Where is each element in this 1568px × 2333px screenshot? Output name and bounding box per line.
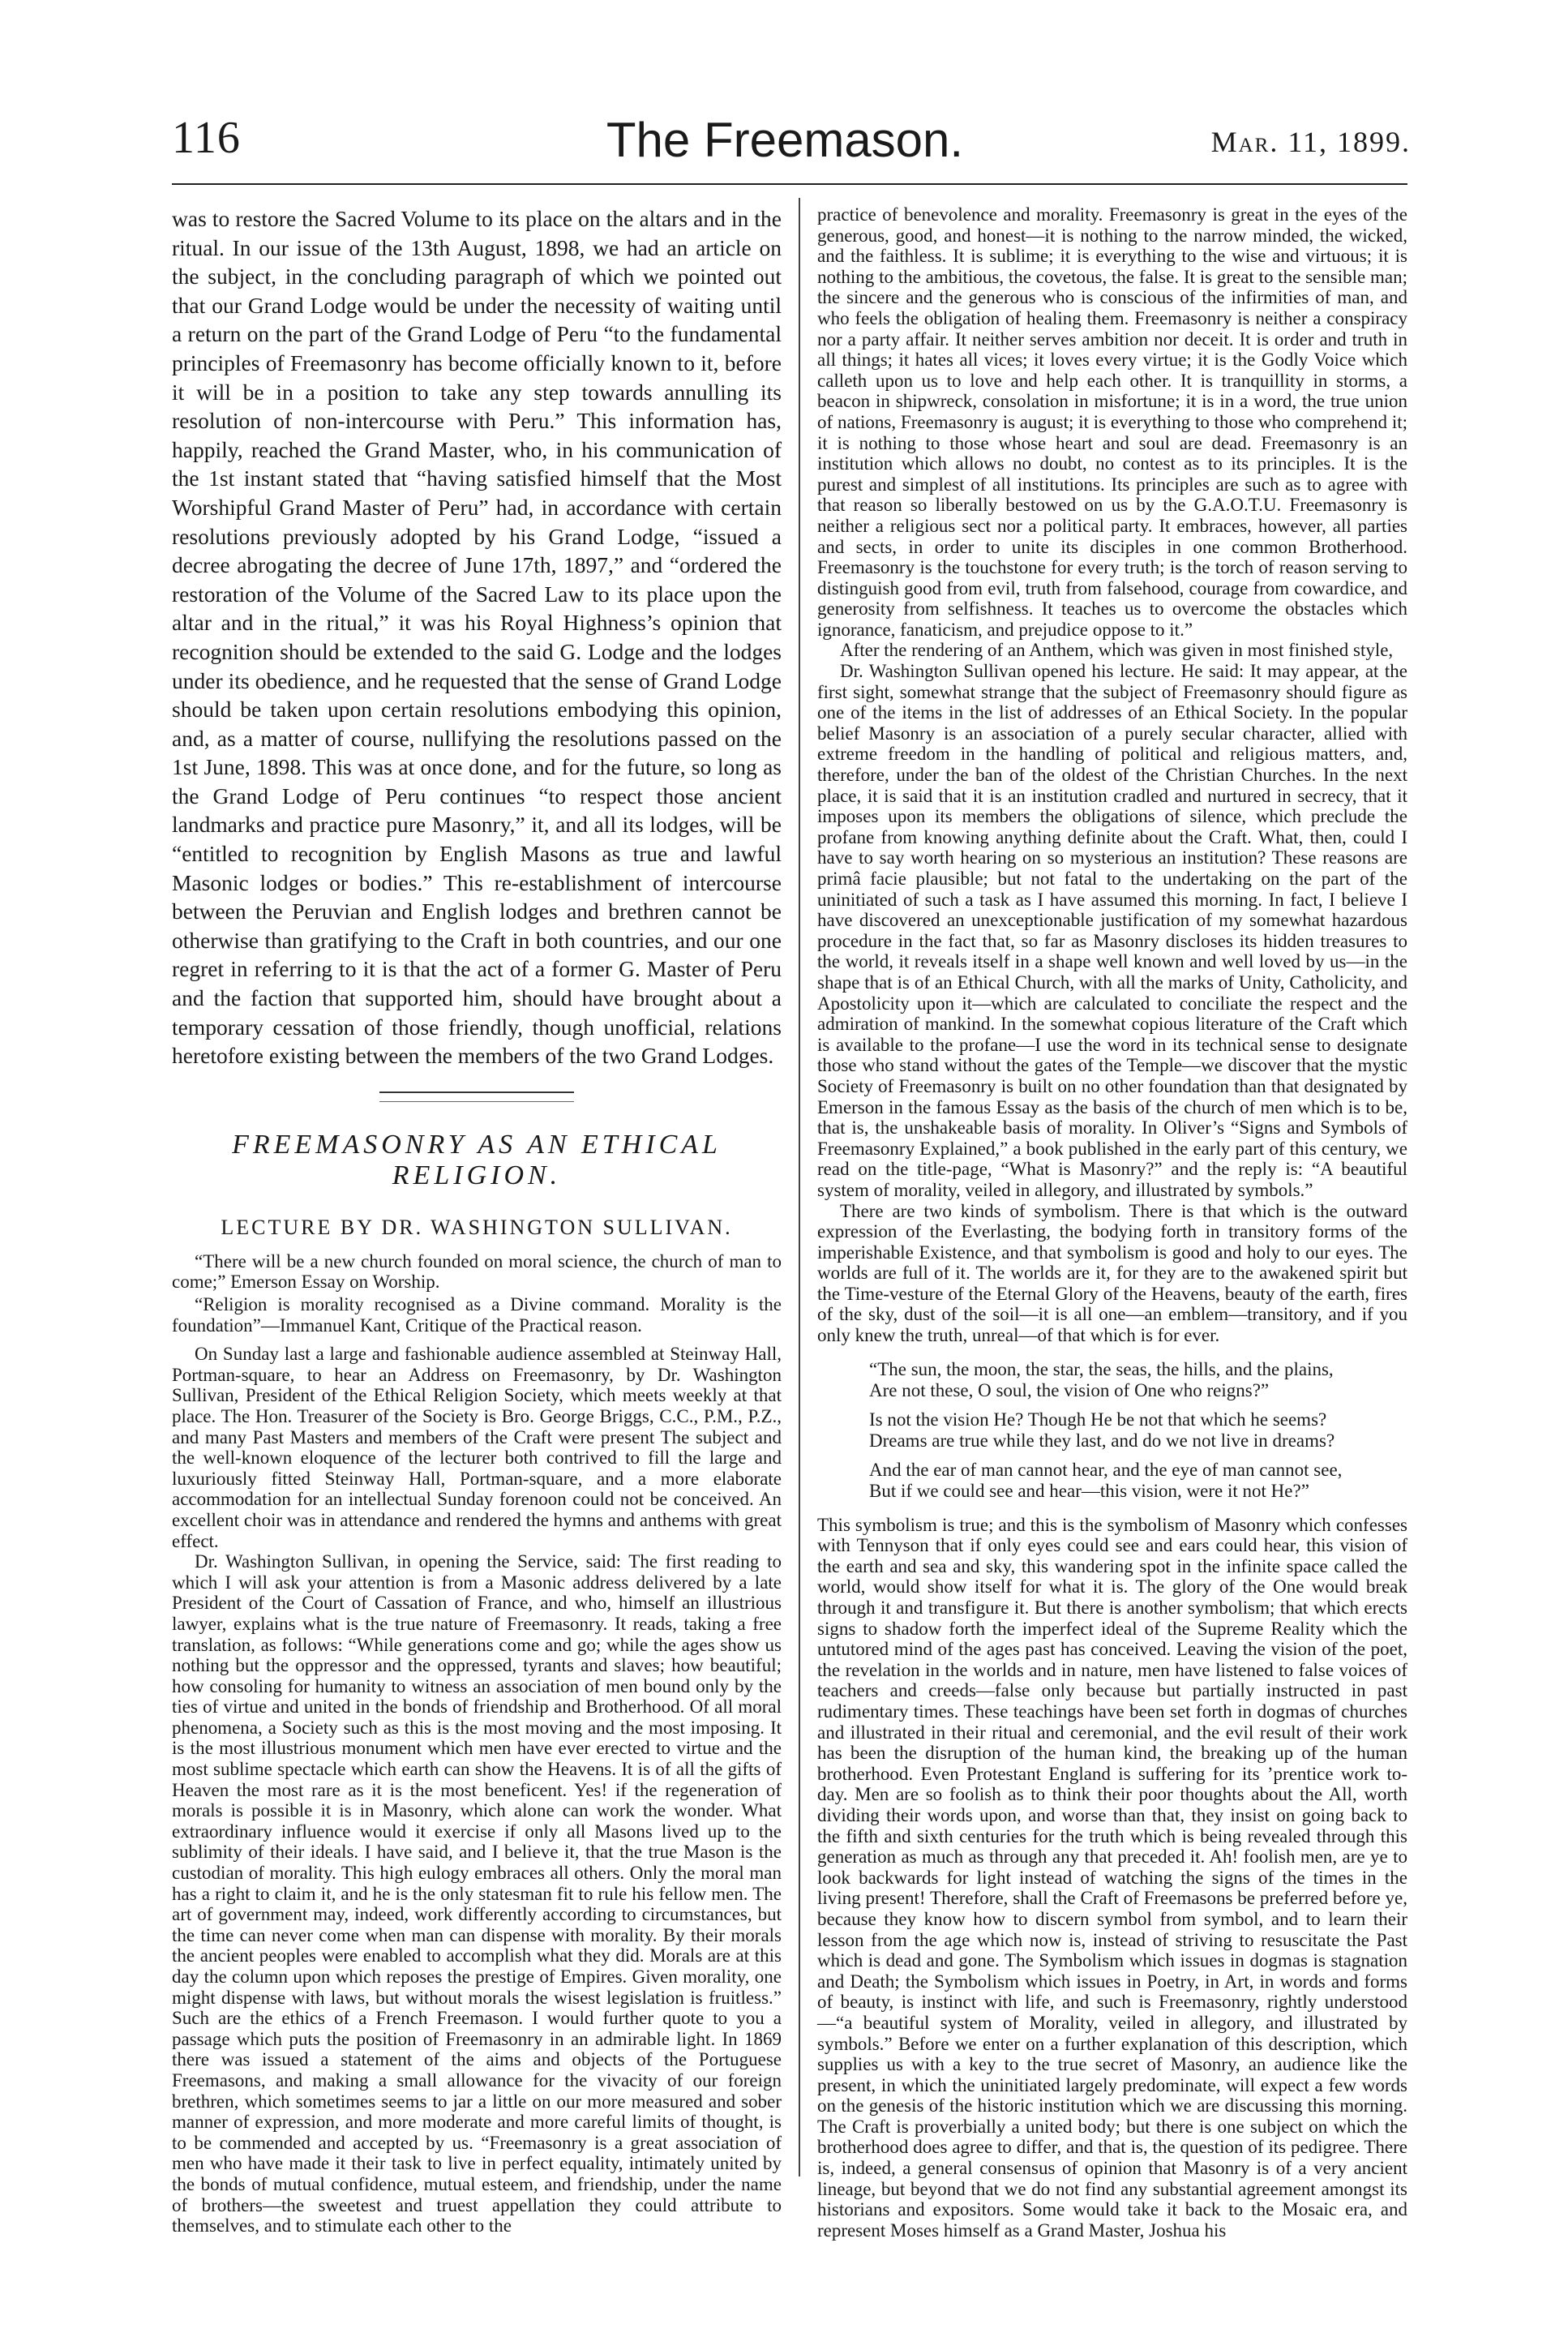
- epigraph: “There will be a new church founded on moral science, the church of man to come;” Emerson Essay on Worship.: [172, 1250, 782, 1293]
- body-paragraph: Dr. Washington Sullivan, in opening the Service, said: The first reading to which I will ask your attention is from a Masonic address delivered by a late President of the Court of Cassation of France, and who, himself an illustrious lawyer, explains what is the true nature of Freemasonry. It reads, taking a free translation, as follows: “While generations come and go; while the ages show us nothing but the oppressor and the oppressed, tyrants and slaves; how beautiful; how consoling for humanity to witness an association of men bound only by the ties of virtue and united in the bonds of friendship and Brotherhood. Of all moral phenomena, a Society such as this is the most moving and the most imposing. It is the most illustrious monument which men have ever erected to virtue and the most sublime spectacle which earth can show the Heavens. It is of all the gifts of Heaven the most rare as it is the most beneficent. Yes! if the regeneration of morals is possible it is in Masonry, which alone can work the wonder. What extraordinary influence would it exercise if only all Masons lived up to the sublimity of their ideals. I have said, and I believe it, that the true Mason is the custodian of morality. This high eulogy embraces all others. Only the moral man has a right to claim it, and he is the only statesman fit to rule his fellow men. The art of government may, indeed, work differently according to circumstances, but the time can never come when man can dispense with morality. By their morals the ancient peoples were enabled to accomplish what they did. Morals are at this day the column upon which reposes the prestige of Empires. Given morality, one might dispense with laws, but without morals the wisest legislation is fruitless.” Such are the ethics of a French Freemason. I would further quote to you a passage which puts the position of Freemasonry in an admirable light. In 1869 there was issued a statement of the aims and objects of the Portuguese Freemasons, and making a small allowance for the vivacity of our foreign brethren, which sometimes seems to jar a little on our more measured and sober manner of expression, and more moderate and more careful limits of thought, is to be commended and accepted by us. “Freemasonry is a great association of men who have made it their task to live in perfect equality, intimately united by the bonds of mutual confidence, mutual esteem, and friendship, under the name of brothers—the sweetest and truest appellation they could attribute to themselves, and to stimulate each other to the: [172, 1551, 782, 2237]
- poem-line: Dreams are true while they last, and do we not live in dreams?: [869, 1430, 1335, 1451]
- right-column: [817, 204, 1407, 2241]
- lead-paragraph: was to restore the Sacred Volume to its place on the altars and in the ritual. In our issue of the 13th August, 1898, we had an article on the subject, in the concluding paragraph of which we pointed out that our Grand Lodge would be under the necessity of waiting until a return on the part of the Grand Lodge of Peru “to the fundamental principles of Freemasonry has become officially known to it, before it will be in a position to take any step towards annulling its resolution of non-intercourse with Peru.” This information has, happily, reached the Grand Master, who, in his communication of the 1st instant stated that “having satisfied himself that the Most Worshipful Grand Master of Peru” had, in accordance with certain resolutions previously adopted by his Grand Lodge, “issued a decree abrogating the decree of June 17th, 1897,” and “ordered the restoration of the Volume of the Sacred Law to its place upon the altar and in the ritual,” it was his Royal Highness’s opinion that recognition should be extended to the said G. Lodge and the lodges under its obedience, and he requested that the sense of Grand Lodge should be taken upon certain resolutions embodying this opinion, and, as a matter of course, nullifying the resolutions passed on the 1st June, 1898. This was at once done, and for the future, so long as the Grand Lodge of Peru continues “to respect those ancient landmarks and practice pure Masonry,” it, and all its lodges, will be “entitled to recognition by English Masons as true and lawful Masonic lodges or bodies.” This re-establishment of intercourse between the Peruvian and English lodges and brethren cannot be otherwise than gratifying to the Craft in both countries, and our one regret in referring to it is that the act of a former G. Master of Peru and the faction that supported him, should have brought about a temporary cessation of those friendly, though unofficial, relations heretofore existing between the members of the two Grand Lodges.: [172, 206, 782, 1069]
- body-paragraph: Dr. Washington Sullivan opened his lecture. He said: It may appear, at the first sight, somewhat strange that the subject of Freemasonry should figure as one of the items in the list of addresses of an Ethical Society. In the popular belief Masonry is an association of a purely secular character, allied with extreme freedom in the handling of political and religious matters, and, therefore, under the ban of the oldest of the Christian Churches. In the next place, it is said that it is an institution cradled and nurtured in secrecy, that it imposes upon its members the obligations of silence, which preclude the profane from knowing anything definite about the Craft. What, then, could I have to say worth hearing on so mysterious an institution? These reasons are primâ facie plausible; but not fatal to the undertaking on the part of the uninitiated of such a task as I have assumed this morning. In fact, I believe I have discovered an unexceptionable justification of my somewhat hazardous procedure in the fact that, so far as Masonry discloses its hidden treasures to the world, it reveals itself in a shape well known and well loved by us—in the shape that is of an Ethical Church, with all the marks of Unity, Catholicity, and Apostolicity upon it—which are calculated to conciliate the respect and the admiration of mankind. In the somewhat copious literature of the Craft which is available to the profane—I use the word in its technical sense to designate those who stand without the gates of the Temple—we discover that the mystic Society of Freemasonry is built on no other foundation than that designated by Emerson in the famous Essay as the basis of the church of men which is to be, that is, the unshakeable basis of morality. In Oliver’s “Signs and Symbols of Freemasonry Explained,” a book published in the early part of this century, we read on the title-page, “What is Masonry?” and the reply is: “A beautiful system of morality, veiled in allegory, and illustrated by symbols.”: [817, 661, 1407, 1200]
- poem-stanza: [869, 1359, 1407, 1401]
- body-paragraph: This symbolism is true; and this is the symbolism of Masonry which confesses with Tennyson that if only eyes could see and ears could hear, this vision of the earth and sea and sky, this wandering spot in the infinite space called the world, would show itself for what it is. The glory of the One would break through it and transfigure it. But there is another symbolism; that which erects signs to shadow forth the imperfect ideal of the Supreme Reality which the untutored mind of the ages past has conceived. Leaving the vision of the poet, the revelation in the worlds and in nature, men have listened to false voices of teachers and creeds—false only because but partially instructed in past rudimentary times. These teachings have been set forth in dogmas of churches and illustrated in their ritual and ceremonial, and the evil result of their work has been the disruption of the human kind, the breaking up of the human brotherhood. Even Protestant England is suffering for its ’prentice work to-day. Men are so foolish as to think their poor thoughts about the All, worth dividing their words upon, and worse than that, they insist on going back to the fifth and sixth centuries for the truth which is being revealed through this generation as much as through any that preceded it. Ah! foolish men, are ye to look backwards for light instead of watching the signs of the times in the living present! Therefore, shall the Craft of Freemasons be preferred before ye, because they know how to discern symbol from symbol, and to learn their lesson from the age which now is, instead of striving to resuscitate the Past which is dead and gone. The Symbolism which issues in dogmas is stagnation and Death; the Symbolism which issues in Poetry, in Art, in words and forms of beauty, is instinct with life, and such is Freemasonry, rightly understood—“a beautiful system of Morality, veiled in allegory, and illustrated by symbols.” Before we enter on a further explanation of this description, which supplies us with a key to the true secret of Masonry, an audience like the present, in which the uninitiated largely predominate, will expect a few words on the genesis of the historic institution which we are discussing this morning. The Craft is proverbially a united body; but there is one subject on which the brotherhood does agree to differ, and that is, the question of its pedigree. There is, indeed, a general consensus of opinion that Masonry is of a very ancient lineage, but beyond that we do not find any substantial agreement amongst its historians and expositors. Some would take it back to the Mosaic era, and represent Moses himself as a Grand Master, Joshua his: [817, 1514, 1407, 2241]
- poem-line: Is not the vision He? Though He be not that which he seems?: [869, 1409, 1327, 1430]
- section-separator: [379, 1091, 574, 1093]
- article-subtitle: LECTURE BY DR. WASHINGTON SULLIVAN.: [221, 1215, 733, 1239]
- body-paragraph: On Sunday last a large and fashionable audience assembled at Steinway Hall, Portman-square, to hear an Address on Freemasonry, by Dr. Washington Sullivan, President of the Ethical Religion Society, which meets weekly at that place. The Hon. Treasurer of the Society is Bro. George Briggs, C.C., P.M., P.Z., and many Past Masters and members of the Craft were present The subject and the well-known eloquence of the lecturer both contrived to fill the large and luxuriously fitted Steinway Hall, Portman-square, and a more elaborate accommodation for an intellectual Sunday forenoon could not be conceived. An excellent choir was in attendance and rendered the hymns and anthems with great effect.: [172, 1344, 782, 1551]
- poem-stanza: [869, 1409, 1407, 1452]
- poem-stanza: [869, 1460, 1407, 1502]
- body-paragraph: There are two kinds of symbolism. There is that which is the outward expression of the Everlasting, the bodying forth in transitory forms of the imperishable Existence, and that symbolism is good and holy to our eyes. The worlds are full of it. The worlds are it, for they are to the awakened spirit but the Time-vesture of the Eternal Glory of the Heavens, beauty of the earth, fires of the sky, dust of the soil—it is all one—an emblem—transitory, and if you only knew the truth, unreal—of that which is for ever.: [817, 1200, 1407, 1346]
- poem-line: “The sun, the moon, the star, the seas, the hills, and the plains,: [869, 1358, 1334, 1379]
- column-divider: [799, 198, 800, 2176]
- body-paragraph: practice of benevolence and morality. Freemasonry is great in the eyes of the generous, good, and honest—it is nothing to the narrow minded, the wicked, and the faithless. It is sublime; it is everything to the wise and virtuous; it is nothing to the ambitious, the covetous, the false. It is great to the sensible man; the sincere and the generous who is conscious of the infirmities of man, and who feels the obligation of healing them. Freemasonry is neither a conspiracy nor a party affair. It neither serves ambition nor deceit. It is order and truth in all things; it hates all vices; it loves every virtue; it is the Godly Voice which calleth upon us to love and help each other. It is tranquillity in storms, a beacon in shipwreck, consolation in misfortune; it is in a word, the true union of nations, Freemasonry is august; it is everything to those who comprehend it; it is nothing to those whose heart and soul are dead. Freemasonry is an institution which allows no doubt, no contest as to its principles. It is the purest and simplest of all institutions. Its principles are such as to agree with that reason so liberally bestowed on us by the G.A.O.T.U. Freemasonry is neither a religious sect nor a political party. It embraces, however, all parties and sects, in order to unite its disciples in one common Brotherhood. Freemasonry is the touchstone for every truth; is the torch of reason serving to distinguish good from evil, truth from falsehood, courage from cowardice, and generosity from selfishness. It teaches us to overcome the obstacles which ignorance, fanaticism, and prejudice oppose to it.”: [817, 204, 1407, 640]
- poem-line: But if we could see and hear—this vision, were it not He?”: [869, 1480, 1309, 1501]
- page-header: [114, 112, 1456, 177]
- lecture-body-right: [817, 204, 1407, 2241]
- lead-article: [172, 204, 782, 1070]
- section-separator-thin: [379, 1101, 574, 1102]
- lecture-body-left: [172, 1251, 782, 2237]
- epigraph: “Religion is morality recognised as a Divine command. Morality is the foundation”—Immanuel Kant, Critique of the Practical reason.: [172, 1294, 782, 1336]
- issue-date: Mar. 11, 1899.: [1210, 126, 1411, 158]
- poem-quotation: [869, 1359, 1407, 1502]
- poem-line: And the ear of man cannot hear, and the eye of man cannot see,: [869, 1459, 1343, 1480]
- masthead: The Freemason.: [606, 113, 964, 167]
- left-column: [172, 204, 782, 2237]
- header-rule: [172, 183, 1407, 185]
- page-number: 116: [172, 113, 241, 163]
- body-paragraph: After the rendering of an Anthem, which was given in most finished style,: [840, 640, 1394, 661]
- poem-line: Are not these, O soul, the vision of One who reigns?”: [869, 1379, 1270, 1400]
- article-title: FREEMASONRY AS AN ETHICAL RELIGION.: [232, 1129, 722, 1190]
